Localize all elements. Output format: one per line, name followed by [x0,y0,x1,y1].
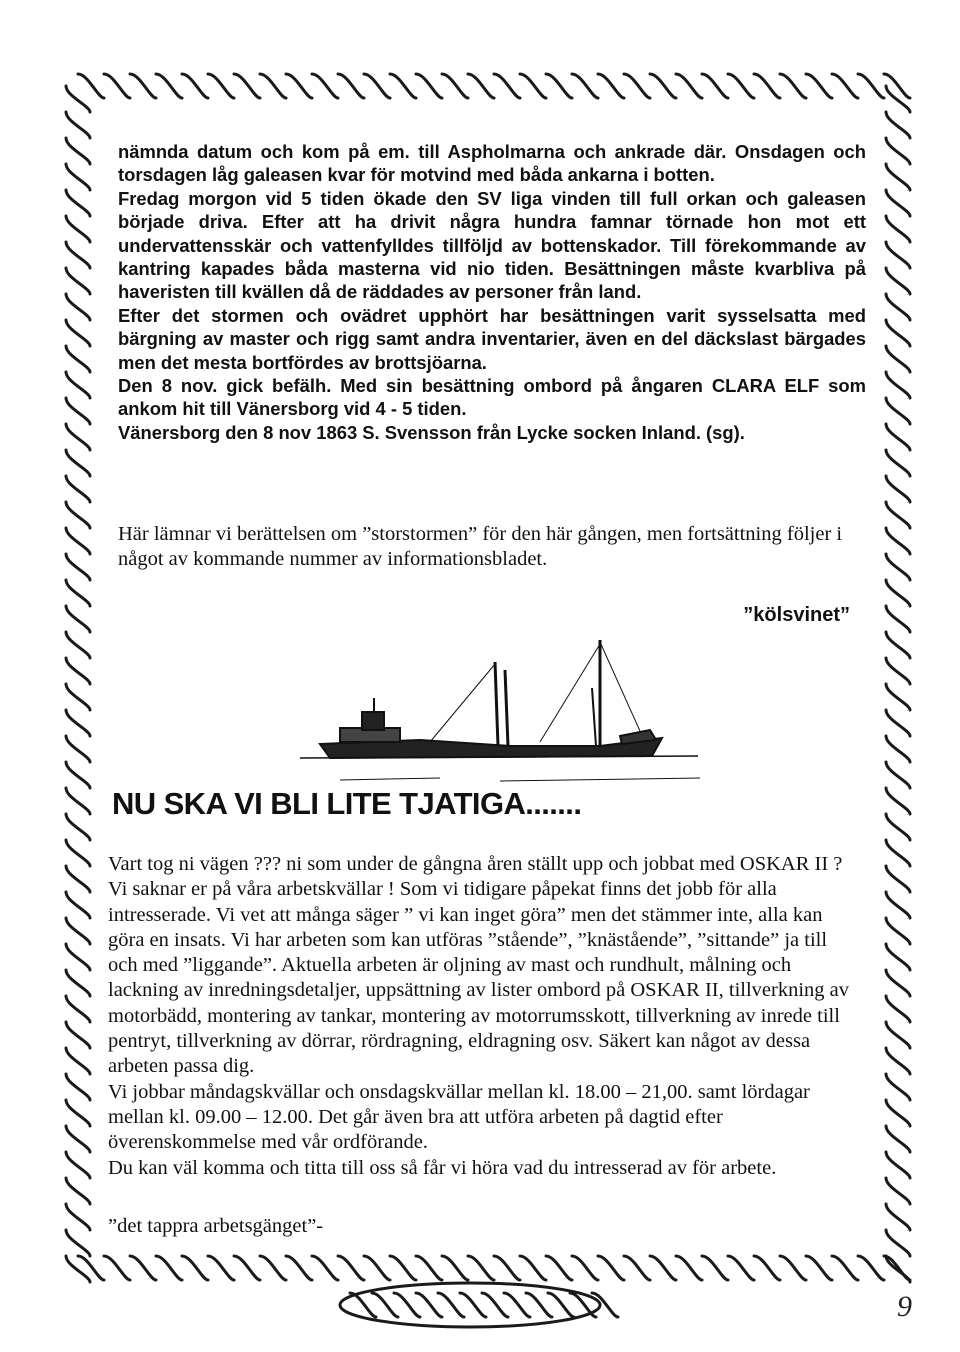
kolsvinet-signature: ”kölsvinet” [743,604,850,626]
ship-illustration [300,618,700,783]
story-paragraph-2: Fredag morgon vid 5 tiden ökade den SV liga vinden till full orkan och galeasen började driva. Efter att ha drivit några hundra famnar törnade hon mot ett undervattensskär och vattenfylldes tillföljd av bottenskador. Till förekommande av kantring kapades båda masterna vid nio tiden. Besättningen måste kvarbliva på haveristen till kvällen då de räddades av personer från land. [118,187,866,303]
story-paragraph-3: Efter det stormen och ovädret upphört har besättningen varit sysselsatta med bärgning av master och rigg samt andra inventarier, även en del däckslast bärgades men det mesta bortfördes av brottsjöarna. [118,304,866,373]
story-paragraph-4: Den 8 nov. gick befälh. Med sin besättning ombord på ångaren CLARA ELF som ankom hit till Vänersborg vid 4 - 5 tiden. [118,375,866,420]
story-paragraph-1: nämnda datum och kom på em. till Aspholmarna och ankrade där. Onsdagen och torsdagen låg galeasen kvar för motvind med båda ankarna i botten. [118,141,866,186]
story-signoff: Vänersborg den 8 nov 1863 S. Svensson från Lycke socken Inland. (sg). [118,421,745,443]
article-paragraph-2: Vi jobbar måndagskvällar och onsdagskvällar mellan kl. 18.00 – 21,00. samt lördagar mellan kl. 09.00 – 12.00. Det går även bra att utföra arbeten på dagtid efter överenskommelse med vår ordförande. [108,1080,810,1154]
continuation-note-block [118,522,866,572]
page-number: 9 [897,1290,912,1323]
article-paragraph-3: Du kan väl komma och titta till oss så får vi höra vad du intresserad av för arbete. [108,1156,777,1179]
section-headline: NU SKA VI BLI LITE TJATIGA....... [112,786,582,821]
closing-signature: ”det tappra arbetsgänget”- [108,1215,324,1237]
article-paragraph-1: Vart tog ni vägen ??? ni som under de gångna åren ställt upp och jobbat med OSKAR II ? Vi saknar er på våra arbetskvällar ! Som vi tidigare påpekat finns det jobb för alla intresserade. Vi vet att många säger ” vi kan inget göra” men det stämmer inte, alla kan göra en insats. Vi har arbeten som kan utföras ”stående”, ”knästående”, ”sittande” ja till och med ”liggande”. Aktuella arbeten är oljning av mast och rundhult, målning och lackning av inredningsdetaljer, uppsättning av lister ombord på OSKAR II, tillverkning av motorbädd, montering av tankar, montering av motorrumsskott, tillverkning av inrede till pentryt, tillverkning av dörrar, rördragning, eldragning osv. Säkert kan något av dessa arbeten passa dig. [108,853,850,1078]
continuation-note: Här lämnar vi berättelsen om ”storstormen” för den här gången, men fortsättning följer i något av kommande nummer av informationsbladet. [118,523,843,570]
story-excerpt [118,140,866,444]
article-body [108,852,852,1181]
